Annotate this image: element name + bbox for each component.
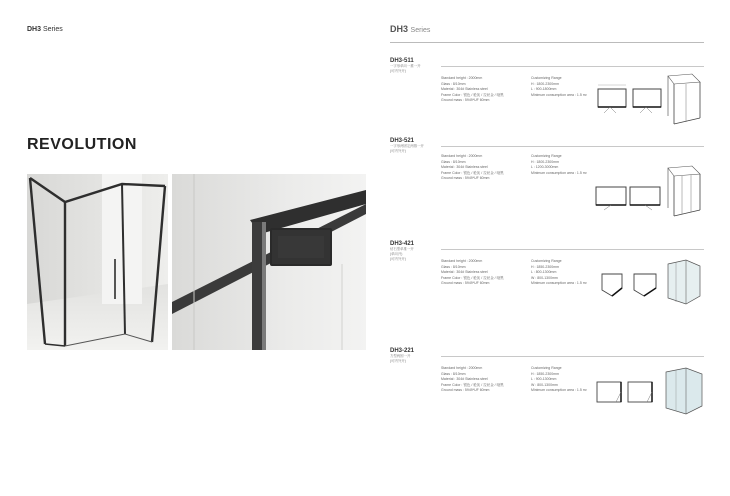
spec-line: L : 900-1800mm: [531, 87, 557, 92]
spec-right: [531, 154, 587, 176]
spec-line: Material : 304# Stainless steel: [441, 377, 488, 382]
elevation-diagram-221: [662, 366, 706, 416]
plan-diagram-511: [596, 84, 662, 114]
spec-line: Frame Color : 银色 / 枪灰 / 拉丝金 / 哑黑: [441, 170, 504, 175]
spec-line: Ground mass : 5949*UF 60mm: [441, 176, 490, 181]
spec-line: W : 800-1300mm: [531, 275, 558, 280]
spec-line: L : 1200-3000mm: [531, 165, 559, 170]
spec-line: Customizing Range: [531, 366, 562, 370]
spec-line: Frame Color : 银色 / 枪灰 / 拉丝金 / 哑黑: [441, 92, 504, 97]
product-cn-line: 一字形单向一推一开: [390, 64, 421, 68]
left-series-code: DH3: [27, 26, 42, 33]
spec-line: Customizing Range: [531, 154, 562, 158]
header-divider: [390, 42, 704, 43]
product-cn-line: 方型两固一开: [390, 354, 411, 358]
spec-line: Glass : 8/10mm: [441, 371, 466, 376]
section-divider: [441, 66, 704, 67]
spec-line: Material : 304# Stainless steel: [441, 87, 488, 92]
spec-left: [441, 366, 504, 394]
product-cn-line: 一字形两固定两推一开: [390, 144, 424, 148]
plan-diagram-521: [594, 183, 662, 211]
section-divider: [441, 249, 704, 250]
spec-line: Ground mass : 5949*UF 60mm: [441, 98, 490, 103]
spec-line: Minimum consumption area : 1.5 m²: [531, 281, 587, 286]
product-cn-line: (单向开): [390, 252, 403, 256]
spec-line: Customizing Range: [531, 76, 562, 80]
spec-line: Material : 304# Stainless steel: [441, 270, 488, 275]
spec-line: Customizing Range: [531, 259, 562, 263]
spec-line: Standard height : 2000mm: [441, 259, 483, 263]
spec-line: Minimum consumption area : 1.5 m²: [531, 388, 587, 393]
product-cn-line: (可内外开): [390, 149, 406, 153]
spec-left: [441, 154, 504, 182]
product-code: DH3-221: [390, 348, 415, 354]
spec-left: [441, 259, 504, 287]
spec-line: Material : 304# Stainless steel: [441, 165, 488, 170]
product-code: DH3-521: [390, 138, 415, 144]
spec-line: Glass : 8/10mm: [441, 159, 466, 164]
product-cn-line: 钻石型单推一开: [390, 247, 414, 251]
elevation-diagram-511: [666, 72, 704, 126]
left-series-word: Series: [42, 26, 63, 33]
spec-line: H : 1850-2300mm: [531, 371, 560, 376]
product-cn-line: (可内外开): [390, 69, 406, 73]
plan-diagram-221: [594, 378, 656, 408]
product-code: DH3-421: [390, 241, 415, 247]
page-title: REVOLUTION: [27, 136, 137, 153]
elevation-diagram-521: [666, 164, 704, 218]
product-code: DH3-511: [390, 58, 414, 64]
product-dh3-521: [390, 138, 424, 154]
right-series-header: [390, 24, 430, 34]
spec-line: Frame Color : 银色 / 枪灰 / 拉丝金 / 哑黑: [441, 382, 504, 387]
spec-right: [531, 366, 587, 394]
right-series-code: DH3: [390, 24, 409, 34]
product-dh3-421: [390, 241, 414, 262]
product-dh3-221: [390, 348, 414, 364]
hinge-detail-photo: [172, 174, 366, 350]
spec-line: L : 800-1300mm: [531, 270, 557, 275]
spec-line: Frame Color : 银色 / 枪灰 / 拉丝金 / 哑黑: [441, 275, 504, 280]
spec-line: Glass : 8/10mm: [441, 264, 466, 269]
spec-line: W : 800-1300mm: [531, 382, 558, 387]
spec-right: [531, 259, 587, 287]
product-cn-line: (可内外开): [390, 359, 406, 363]
section-divider: [441, 146, 704, 147]
product-dh3-511: [390, 58, 421, 74]
spec-left: [441, 76, 504, 104]
spec-line: Standard height : 2000mm: [441, 366, 483, 370]
spec-line: H : 1850-2300mm: [531, 264, 560, 269]
left-series-header: [27, 26, 63, 33]
spec-line: L : 900-1300mm: [531, 377, 557, 382]
shower-room-photo: [27, 174, 168, 350]
plan-diagram-421: [598, 270, 660, 300]
spec-right: [531, 76, 587, 98]
elevation-diagram-421: [664, 258, 704, 306]
section-divider: [441, 356, 704, 357]
spec-line: H : 1800-2300mm: [531, 159, 560, 164]
spec-line: Minimum consumption area : 1.5 m²: [531, 92, 587, 97]
right-series-word: Series: [410, 27, 431, 34]
spec-line: Minimum consumption area : 1.5 m²: [531, 170, 587, 175]
spec-line: H : 1800-2300mm: [531, 81, 560, 86]
spec-line: Standard height : 2000mm: [441, 154, 483, 158]
spec-line: Ground mass : 5949*UF 60mm: [441, 388, 490, 393]
spec-line: Standard height : 2000mm: [441, 76, 483, 80]
product-cn-line: (可内外开): [390, 257, 406, 261]
spec-line: Ground mass : 5949*UF 60mm: [441, 281, 490, 286]
spec-line: Glass : 8/10mm: [441, 81, 466, 86]
